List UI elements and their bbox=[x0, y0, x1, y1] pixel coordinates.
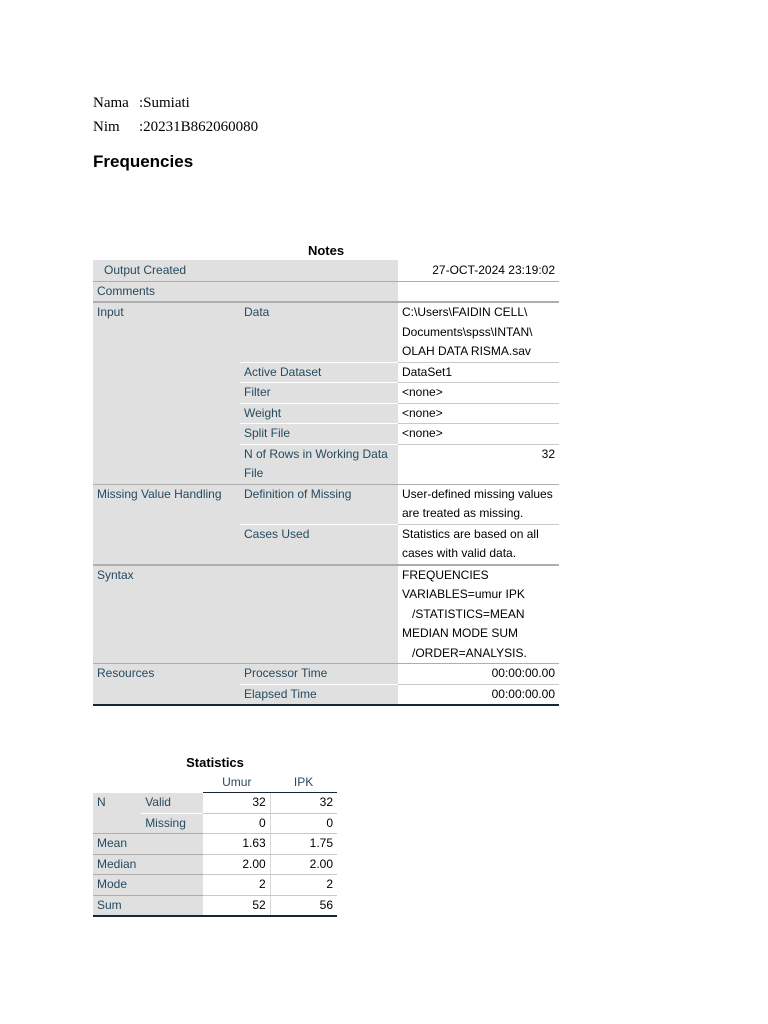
syntax-line: /STATISTICS=MEAN bbox=[412, 606, 525, 621]
table-row bbox=[93, 565, 559, 664]
table-row bbox=[93, 281, 559, 302]
section-title: Frequencies bbox=[93, 152, 194, 171]
n-rows-label: N of Rows in Working Data File bbox=[240, 444, 398, 484]
table-row bbox=[93, 895, 337, 916]
cell-value: 2.00 bbox=[270, 854, 337, 875]
active-dataset-value: DataSet1 bbox=[398, 362, 559, 383]
cell-value: 56 bbox=[270, 895, 337, 916]
syntax-line: VARIABLES=umur IPK bbox=[402, 587, 525, 601]
cell-value: 2 bbox=[203, 875, 270, 896]
comments-label: Comments bbox=[93, 281, 398, 302]
row-sublabel-missing: Missing bbox=[141, 813, 203, 834]
row-label-mean: Mean bbox=[93, 834, 203, 855]
cell-value: 32 bbox=[203, 793, 270, 814]
table-row bbox=[93, 793, 337, 814]
active-dataset-label: Active Dataset bbox=[240, 362, 398, 383]
cell-value: 32 bbox=[270, 793, 337, 814]
resources-label: Resources bbox=[93, 664, 240, 706]
filter-value: <none> bbox=[398, 383, 559, 404]
def-missing-label: Definition of Missing bbox=[240, 484, 398, 524]
nim-line bbox=[93, 119, 258, 136]
table-row bbox=[93, 302, 559, 362]
table-row bbox=[93, 664, 559, 685]
name-line bbox=[93, 95, 190, 112]
def-missing-value: User-defined missing values are treated as missing. bbox=[398, 484, 559, 524]
table-row bbox=[93, 260, 559, 281]
syntax-value bbox=[398, 565, 559, 664]
n-rows-value: 32 bbox=[398, 444, 559, 484]
column-header-ipk: IPK bbox=[270, 773, 337, 793]
filter-label: Filter bbox=[240, 383, 398, 404]
split-file-value: <none> bbox=[398, 424, 559, 445]
column-header-umur: Umur bbox=[203, 773, 270, 793]
cases-used-label: Cases Used bbox=[240, 524, 398, 565]
cell-value: 2 bbox=[270, 875, 337, 896]
cases-used-value: Statistics are based on all cases with valid data. bbox=[398, 524, 559, 565]
cell-value: 2.00 bbox=[203, 854, 270, 875]
table-row bbox=[93, 854, 337, 875]
syntax-label: Syntax bbox=[93, 565, 398, 664]
data-value: C:\Users\FAIDIN CELL\ Documents\spss\INTAN\ OLAH DATA RISMA.sav bbox=[398, 302, 559, 362]
syntax-line: FREQUENCIES bbox=[402, 567, 489, 582]
table-row bbox=[93, 834, 337, 855]
row-label-sum: Sum bbox=[93, 895, 203, 916]
output-created-label: Output Created bbox=[93, 260, 398, 281]
row-sublabel-valid: Valid bbox=[141, 793, 203, 814]
name-label: Nama bbox=[93, 95, 129, 111]
input-label: Input bbox=[93, 302, 240, 484]
split-file-label: Split File bbox=[240, 424, 398, 445]
table-row bbox=[93, 875, 337, 896]
syntax-line: /ORDER=ANALYSIS. bbox=[412, 645, 527, 660]
cell-value: 52 bbox=[203, 895, 270, 916]
row-label-median: Median bbox=[93, 854, 203, 875]
missing-label: Missing Value Handling bbox=[93, 484, 240, 565]
elapsed-time-label: Elapsed Time bbox=[240, 684, 398, 705]
cell-value: 1.75 bbox=[270, 834, 337, 855]
data-label: Data bbox=[240, 302, 398, 362]
row-label-mode: Mode bbox=[93, 875, 203, 896]
weight-value: <none> bbox=[398, 403, 559, 424]
header-blank bbox=[93, 773, 203, 793]
cell-value: 0 bbox=[203, 813, 270, 834]
notes-title: Notes bbox=[307, 243, 345, 258]
processor-time-value: 00:00:00.00 bbox=[398, 664, 559, 685]
nim-label: Nim bbox=[93, 119, 120, 135]
table-row bbox=[93, 484, 559, 524]
weight-label: Weight bbox=[240, 403, 398, 424]
table-header-row bbox=[93, 773, 337, 793]
cell-value: 1.63 bbox=[203, 834, 270, 855]
processor-time-label: Processor Time bbox=[240, 664, 398, 685]
statistics-table bbox=[93, 773, 337, 917]
nim-value: :20231B862060080 bbox=[139, 119, 259, 135]
row-label-n: N bbox=[93, 793, 141, 834]
output-created-value: 27-OCT-2024 23:19:02 bbox=[398, 260, 559, 281]
name-value: :Sumiati bbox=[139, 95, 190, 111]
elapsed-time-value: 00:00:00.00 bbox=[398, 684, 559, 705]
syntax-line: MEDIAN MODE SUM bbox=[402, 626, 519, 640]
comments-value bbox=[398, 281, 559, 302]
notes-table bbox=[93, 260, 559, 706]
statistics-title: Statistics bbox=[186, 755, 244, 770]
cell-value: 0 bbox=[270, 813, 337, 834]
